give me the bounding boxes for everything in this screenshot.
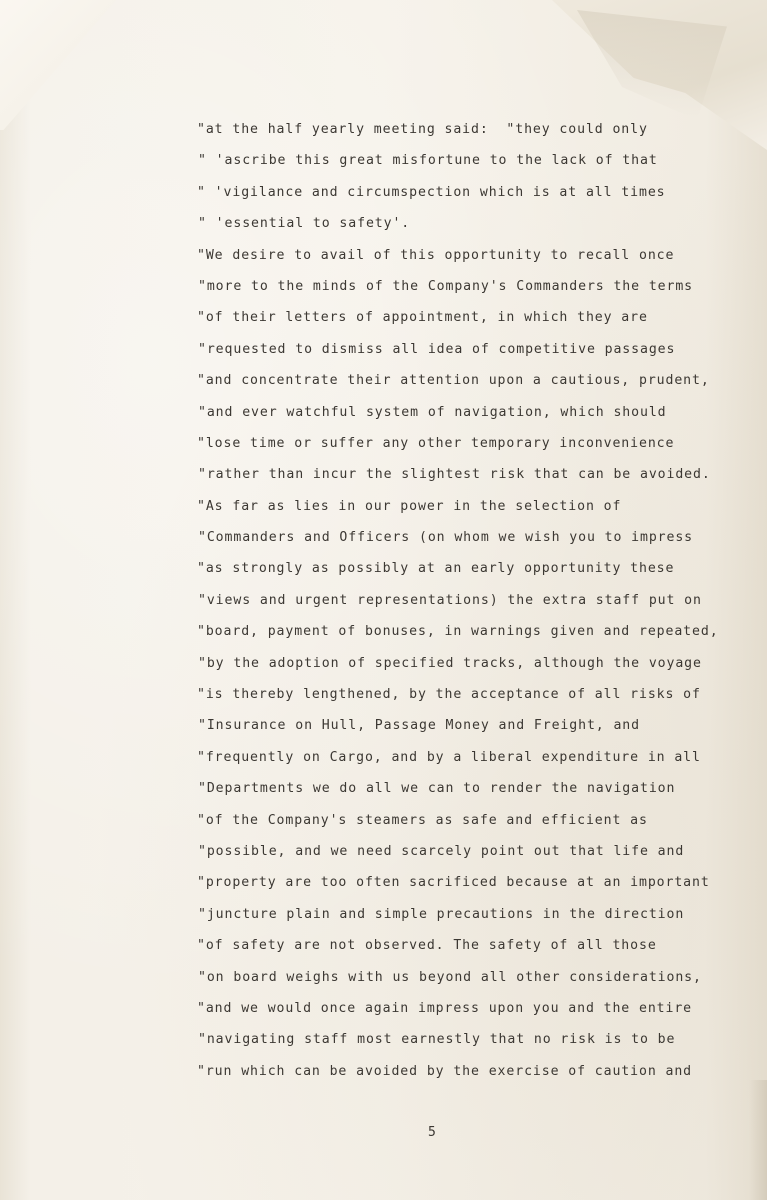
text-line: "lose time or suffer any other temporary inconvenience [197, 435, 675, 451]
typewritten-text [197, 119, 719, 1092]
text-line: "Insurance on Hull, Passage Money and Freight, and [198, 718, 640, 734]
text-line: " 'ascribe this great misfortune to the lack of that [198, 153, 658, 169]
text-line: "Commanders and Officers (on whom we wish you to impress [198, 530, 694, 546]
text-line: "juncture plain and simple precautions in the direction [198, 906, 685, 922]
text-line: "rather than incur the slightest risk that can be avoided. [198, 467, 711, 483]
text-line: "of safety are not observed. The safety of all those [197, 938, 657, 954]
text-line: "and we would once again impress upon you and the entire [197, 1000, 693, 1016]
edge-shadow [749, 1080, 767, 1200]
text-line: "We desire to avail of this opportunity to recall once [197, 247, 675, 263]
text-line: "property are too often sacrificed because at an important [197, 875, 710, 891]
text-line: "and concentrate their attention upon a cautious, prudent, [197, 373, 710, 389]
text-line: "navigating staff most earnestly that no risk is to be [198, 1032, 676, 1048]
text-line: "of the Company's steamers as safe and efficient as [197, 812, 648, 828]
text-line: "at the half yearly meeting said: "they could only [197, 122, 648, 137]
text-line: " 'essential to safety'. [198, 216, 411, 232]
text-line: "run which can be avoided by the exercise of caution and [197, 1063, 693, 1079]
folded-corner-top-left [0, 0, 125, 130]
text-line: "on board weighs with us beyond all other considerations, [198, 969, 702, 985]
text-line: "Departments we do all we can to render the navigation [198, 781, 676, 797]
text-line: "by the adoption of specified tracks, although the voyage [198, 655, 702, 671]
text-line: "more to the minds of the Company's Commanders the terms [198, 278, 694, 294]
text-line: " 'vigilance and circumspection which is at all times [197, 184, 666, 200]
text-line: "of their letters of appointment, in which they are [197, 310, 648, 326]
text-line: "possible, and we need scarcely point out that life and [198, 843, 685, 859]
page-number: 5 [428, 1125, 436, 1140]
text-line: "frequently on Cargo, and by a liberal expenditure in all [197, 749, 701, 765]
text-line: "requested to dismiss all idea of competitive passages [198, 341, 676, 357]
text-line: "board, payment of bonuses, in warnings given and repeated, [197, 624, 719, 640]
text-line: "and ever watchful system of navigation, which should [198, 404, 667, 420]
text-line: "is thereby lengthened, by the acceptance of all risks of [197, 687, 701, 703]
text-line: "views and urgent representations) the extra staff put on [198, 592, 702, 608]
text-line: "as strongly as possibly at an early opportunity these [197, 561, 675, 577]
text-line: "As far as lies in our power in the selection of [197, 498, 622, 514]
